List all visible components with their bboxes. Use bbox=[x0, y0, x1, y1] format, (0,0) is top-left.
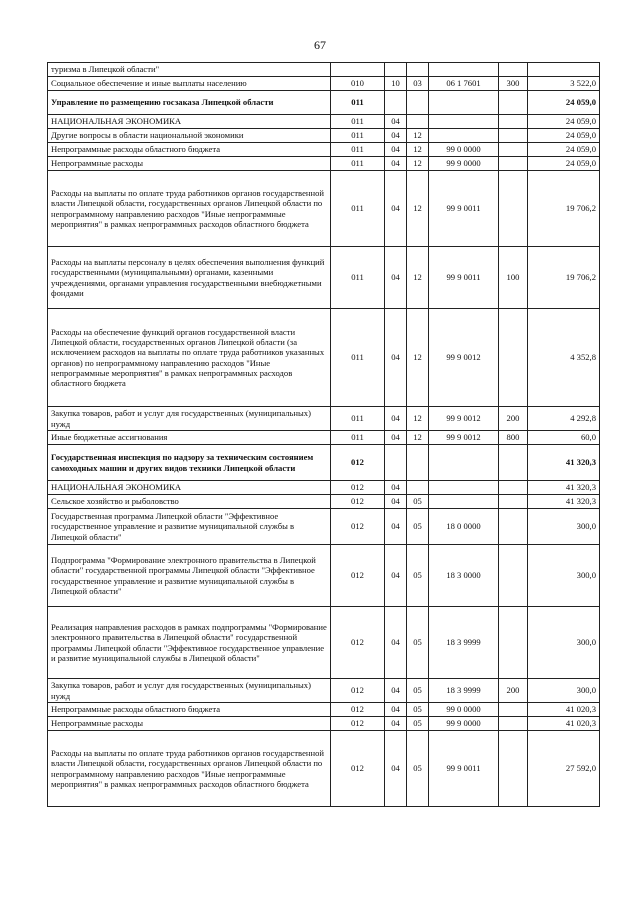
section-code-cell: 04 bbox=[385, 717, 407, 731]
amount-cell: 19 706,2 bbox=[528, 171, 600, 247]
target-item-code-cell: 99 9 0000 bbox=[429, 717, 499, 731]
table-row bbox=[48, 607, 600, 679]
ministry-code-cell: 011 bbox=[331, 91, 385, 115]
expense-type-code-cell bbox=[499, 129, 528, 143]
amount-cell: 3 522,0 bbox=[528, 77, 600, 91]
amount-cell: 300,0 bbox=[528, 679, 600, 703]
section-code-cell: 04 bbox=[385, 171, 407, 247]
item-name-cell: Сельское хозяйство и рыболовство bbox=[48, 495, 331, 509]
expense-type-code-cell bbox=[499, 309, 528, 407]
expense-type-code-cell bbox=[499, 495, 528, 509]
amount-cell: 300,0 bbox=[528, 509, 600, 545]
subsection-code-cell: 12 bbox=[407, 143, 429, 157]
ministry-code-cell: 012 bbox=[331, 509, 385, 545]
section-code-cell: 04 bbox=[385, 115, 407, 129]
amount-cell: 300,0 bbox=[528, 607, 600, 679]
ministry-code-cell: 012 bbox=[331, 481, 385, 495]
expense-type-code-cell: 200 bbox=[499, 679, 528, 703]
table-row bbox=[48, 143, 600, 157]
target-item-code-cell bbox=[429, 91, 499, 115]
table-row bbox=[48, 115, 600, 129]
table-row bbox=[48, 431, 600, 445]
expense-type-code-cell bbox=[499, 703, 528, 717]
item-name-cell: НАЦИОНАЛЬНАЯ ЭКОНОМИКА bbox=[48, 481, 331, 495]
ministry-code-cell: 012 bbox=[331, 679, 385, 703]
item-name-cell: Реализация направления расходов в рамках подпрограммы "Формирование электронного правительства в Липецкой области" государственной программы Липецкой области "Эффективное государственное управление и развитие муниципальной службы в Липецкой области" bbox=[48, 607, 331, 679]
amount-cell: 19 706,2 bbox=[528, 247, 600, 309]
table-row bbox=[48, 77, 600, 91]
ministry-code-cell: 011 bbox=[331, 115, 385, 129]
item-name-cell: Государственная программа Липецкой области "Эффективное государственное управление и развитие муниципальной службы в Липецкой области" bbox=[48, 509, 331, 545]
subsection-code-cell bbox=[407, 115, 429, 129]
section-code-cell: 04 bbox=[385, 247, 407, 309]
target-item-code-cell bbox=[429, 445, 499, 481]
expense-type-code-cell bbox=[499, 717, 528, 731]
subsection-code-cell: 12 bbox=[407, 157, 429, 171]
item-name-cell: Расходы на выплаты персоналу в целях обеспечения выполнения функций государственными (муниципальными) органами, казенными учреждениями, органами управления государственными внебюджетными фондами bbox=[48, 247, 331, 309]
subsection-code-cell: 12 bbox=[407, 171, 429, 247]
table-row bbox=[48, 545, 600, 607]
amount-cell: 27 592,0 bbox=[528, 731, 600, 807]
section-code-cell bbox=[385, 445, 407, 481]
amount-cell: 41 320,3 bbox=[528, 481, 600, 495]
table-row bbox=[48, 157, 600, 171]
amount-cell: 4 352,8 bbox=[528, 309, 600, 407]
section-code-cell: 04 bbox=[385, 731, 407, 807]
ministry-code-cell: 012 bbox=[331, 703, 385, 717]
target-item-code-cell: 18 3 9999 bbox=[429, 679, 499, 703]
page-number: 67 bbox=[314, 38, 326, 52]
target-item-code-cell bbox=[429, 63, 499, 77]
expense-type-code-cell bbox=[499, 731, 528, 807]
amount-cell: 41 020,3 bbox=[528, 717, 600, 731]
section-code-cell bbox=[385, 63, 407, 77]
table-row bbox=[48, 495, 600, 509]
section-code-cell: 04 bbox=[385, 157, 407, 171]
target-item-code-cell: 99 9 0012 bbox=[429, 407, 499, 431]
section-code-cell: 04 bbox=[385, 129, 407, 143]
expense-type-code-cell: 100 bbox=[499, 247, 528, 309]
section-code-cell: 04 bbox=[385, 545, 407, 607]
ministry-code-cell: 011 bbox=[331, 171, 385, 247]
ministry-code-cell: 011 bbox=[331, 407, 385, 431]
item-name-cell: Непрограммные расходы bbox=[48, 157, 331, 171]
expense-type-code-cell bbox=[499, 481, 528, 495]
expense-type-code-cell bbox=[499, 171, 528, 247]
section-code-cell: 04 bbox=[385, 607, 407, 679]
item-name-cell: Подпрограмма "Формирование электронного правительства в Липецкой области" государственной программы Липецкой области "Эффективное государственное управление и развитие муниципальной службы в Липецкой области" bbox=[48, 545, 331, 607]
subsection-code-cell: 12 bbox=[407, 129, 429, 143]
target-item-code-cell: 99 9 0011 bbox=[429, 731, 499, 807]
expense-type-code-cell bbox=[499, 63, 528, 77]
ministry-code-cell: 010 bbox=[331, 77, 385, 91]
subsection-code-cell: 05 bbox=[407, 731, 429, 807]
expense-type-code-cell: 200 bbox=[499, 407, 528, 431]
ministry-code-cell: 011 bbox=[331, 247, 385, 309]
ministry-code-cell: 012 bbox=[331, 717, 385, 731]
expense-type-code-cell bbox=[499, 115, 528, 129]
section-code-cell: 04 bbox=[385, 481, 407, 495]
section-code-cell: 04 bbox=[385, 431, 407, 445]
amount-cell: 24 059,0 bbox=[528, 115, 600, 129]
amount-cell: 24 059,0 bbox=[528, 143, 600, 157]
target-item-code-cell: 99 9 0012 bbox=[429, 309, 499, 407]
target-item-code-cell: 99 9 0012 bbox=[429, 431, 499, 445]
budget-table bbox=[47, 62, 600, 807]
expense-type-code-cell bbox=[499, 545, 528, 607]
item-name-cell: Государственная инспекция по надзору за техническим состоянием самоходных машин и других видов техники Липецкой области bbox=[48, 445, 331, 481]
table-row bbox=[48, 63, 600, 77]
section-code-cell: 10 bbox=[385, 77, 407, 91]
table-row bbox=[48, 129, 600, 143]
subsection-code-cell bbox=[407, 91, 429, 115]
subsection-code-cell: 05 bbox=[407, 495, 429, 509]
amount-cell: 24 059,0 bbox=[528, 129, 600, 143]
subsection-code-cell: 12 bbox=[407, 247, 429, 309]
table-row bbox=[48, 481, 600, 495]
subsection-code-cell: 05 bbox=[407, 717, 429, 731]
target-item-code-cell: 99 0 0000 bbox=[429, 703, 499, 717]
table-row bbox=[48, 171, 600, 247]
subsection-code-cell: 12 bbox=[407, 407, 429, 431]
amount-cell: 41 020,3 bbox=[528, 703, 600, 717]
ministry-code-cell: 012 bbox=[331, 545, 385, 607]
item-name-cell: Управление по размещению госзаказа Липецкой области bbox=[48, 91, 331, 115]
item-name-cell: Расходы на обеспечение функций органов государственной власти Липецкой области, государственных органов Липецкой области (за исключением расходов на выплаты по оплате труда работников указанных органов) по непрограммному направлению расходов "Иные непрограммные мероприятия" в рамках непрограммных расходов областного бюджета bbox=[48, 309, 331, 407]
section-code-cell: 04 bbox=[385, 495, 407, 509]
subsection-code-cell: 05 bbox=[407, 509, 429, 545]
item-name-cell: Расходы на выплаты по оплате труда работников органов государственной власти Липецкой области, государственных органов Липецкой области по непрограммному направлению расходов "Иные непрограммные мероприятия" в рамках непрограммных расходов областного бюджета bbox=[48, 171, 331, 247]
ministry-code-cell bbox=[331, 63, 385, 77]
section-code-cell: 04 bbox=[385, 509, 407, 545]
target-item-code-cell: 18 3 9999 bbox=[429, 607, 499, 679]
item-name-cell: Другие вопросы в области национальной экономики bbox=[48, 129, 331, 143]
item-name-cell: туризма в Липецкой области" bbox=[48, 63, 331, 77]
target-item-code-cell bbox=[429, 495, 499, 509]
subsection-code-cell bbox=[407, 445, 429, 481]
amount-cell: 24 059,0 bbox=[528, 157, 600, 171]
table-row bbox=[48, 703, 600, 717]
subsection-code-cell: 05 bbox=[407, 679, 429, 703]
target-item-code-cell bbox=[429, 481, 499, 495]
expense-type-code-cell bbox=[499, 91, 528, 115]
subsection-code-cell bbox=[407, 63, 429, 77]
ministry-code-cell: 011 bbox=[331, 157, 385, 171]
table-row bbox=[48, 445, 600, 481]
ministry-code-cell: 012 bbox=[331, 495, 385, 509]
expense-type-code-cell bbox=[499, 157, 528, 171]
item-name-cell: Закупка товаров, работ и услуг для государственных (муниципальных) нужд bbox=[48, 407, 331, 431]
subsection-code-cell: 05 bbox=[407, 703, 429, 717]
section-code-cell bbox=[385, 91, 407, 115]
item-name-cell: Расходы на выплаты по оплате труда работников органов государственной власти Липецкой области, государственных органов Липецкой области по непрограммному направлению расходов "Иные непрограммные мероприятия" в рамках непрограммных расходов областного бюджета bbox=[48, 731, 331, 807]
item-name-cell: Непрограммные расходы bbox=[48, 717, 331, 731]
amount-cell: 4 292,8 bbox=[528, 407, 600, 431]
section-code-cell: 04 bbox=[385, 703, 407, 717]
ministry-code-cell: 012 bbox=[331, 731, 385, 807]
ministry-code-cell: 011 bbox=[331, 431, 385, 445]
amount-cell: 41 320,3 bbox=[528, 445, 600, 481]
item-name-cell: НАЦИОНАЛЬНАЯ ЭКОНОМИКА bbox=[48, 115, 331, 129]
table-row bbox=[48, 91, 600, 115]
expense-type-code-cell: 800 bbox=[499, 431, 528, 445]
amount-cell: 24 059,0 bbox=[528, 91, 600, 115]
amount-cell: 41 320,3 bbox=[528, 495, 600, 509]
ministry-code-cell: 011 bbox=[331, 129, 385, 143]
expense-type-code-cell: 300 bbox=[499, 77, 528, 91]
table-row bbox=[48, 309, 600, 407]
section-code-cell: 04 bbox=[385, 679, 407, 703]
target-item-code-cell: 99 9 0011 bbox=[429, 247, 499, 309]
expense-type-code-cell bbox=[499, 509, 528, 545]
target-item-code-cell: 99 9 0000 bbox=[429, 157, 499, 171]
ministry-code-cell: 011 bbox=[331, 143, 385, 157]
target-item-code-cell: 18 0 0000 bbox=[429, 509, 499, 545]
expense-type-code-cell bbox=[499, 445, 528, 481]
expense-type-code-cell bbox=[499, 143, 528, 157]
subsection-code-cell: 03 bbox=[407, 77, 429, 91]
item-name-cell: Непрограммные расходы областного бюджета bbox=[48, 703, 331, 717]
ministry-code-cell: 012 bbox=[331, 445, 385, 481]
item-name-cell: Непрограммные расходы областного бюджета bbox=[48, 143, 331, 157]
table-row bbox=[48, 717, 600, 731]
item-name-cell: Закупка товаров, работ и услуг для государственных (муниципальных) нужд bbox=[48, 679, 331, 703]
item-name-cell: Социальное обеспечение и иные выплаты населению bbox=[48, 77, 331, 91]
budget-table-body bbox=[48, 63, 600, 807]
amount-cell: 300,0 bbox=[528, 545, 600, 607]
subsection-code-cell bbox=[407, 481, 429, 495]
subsection-code-cell: 12 bbox=[407, 309, 429, 407]
section-code-cell: 04 bbox=[385, 143, 407, 157]
amount-cell bbox=[528, 63, 600, 77]
expense-type-code-cell bbox=[499, 607, 528, 679]
subsection-code-cell: 05 bbox=[407, 545, 429, 607]
target-item-code-cell bbox=[429, 129, 499, 143]
table-row bbox=[48, 247, 600, 309]
ministry-code-cell: 012 bbox=[331, 607, 385, 679]
target-item-code-cell: 06 1 7601 bbox=[429, 77, 499, 91]
target-item-code-cell: 18 3 0000 bbox=[429, 545, 499, 607]
table-row bbox=[48, 731, 600, 807]
subsection-code-cell: 05 bbox=[407, 607, 429, 679]
section-code-cell: 04 bbox=[385, 309, 407, 407]
table-row bbox=[48, 407, 600, 431]
subsection-code-cell: 12 bbox=[407, 431, 429, 445]
item-name-cell: Иные бюджетные ассигнования bbox=[48, 431, 331, 445]
target-item-code-cell bbox=[429, 115, 499, 129]
amount-cell: 60,0 bbox=[528, 431, 600, 445]
section-code-cell: 04 bbox=[385, 407, 407, 431]
target-item-code-cell: 99 0 0000 bbox=[429, 143, 499, 157]
table-row bbox=[48, 509, 600, 545]
target-item-code-cell: 99 9 0011 bbox=[429, 171, 499, 247]
ministry-code-cell: 011 bbox=[331, 309, 385, 407]
table-row bbox=[48, 679, 600, 703]
